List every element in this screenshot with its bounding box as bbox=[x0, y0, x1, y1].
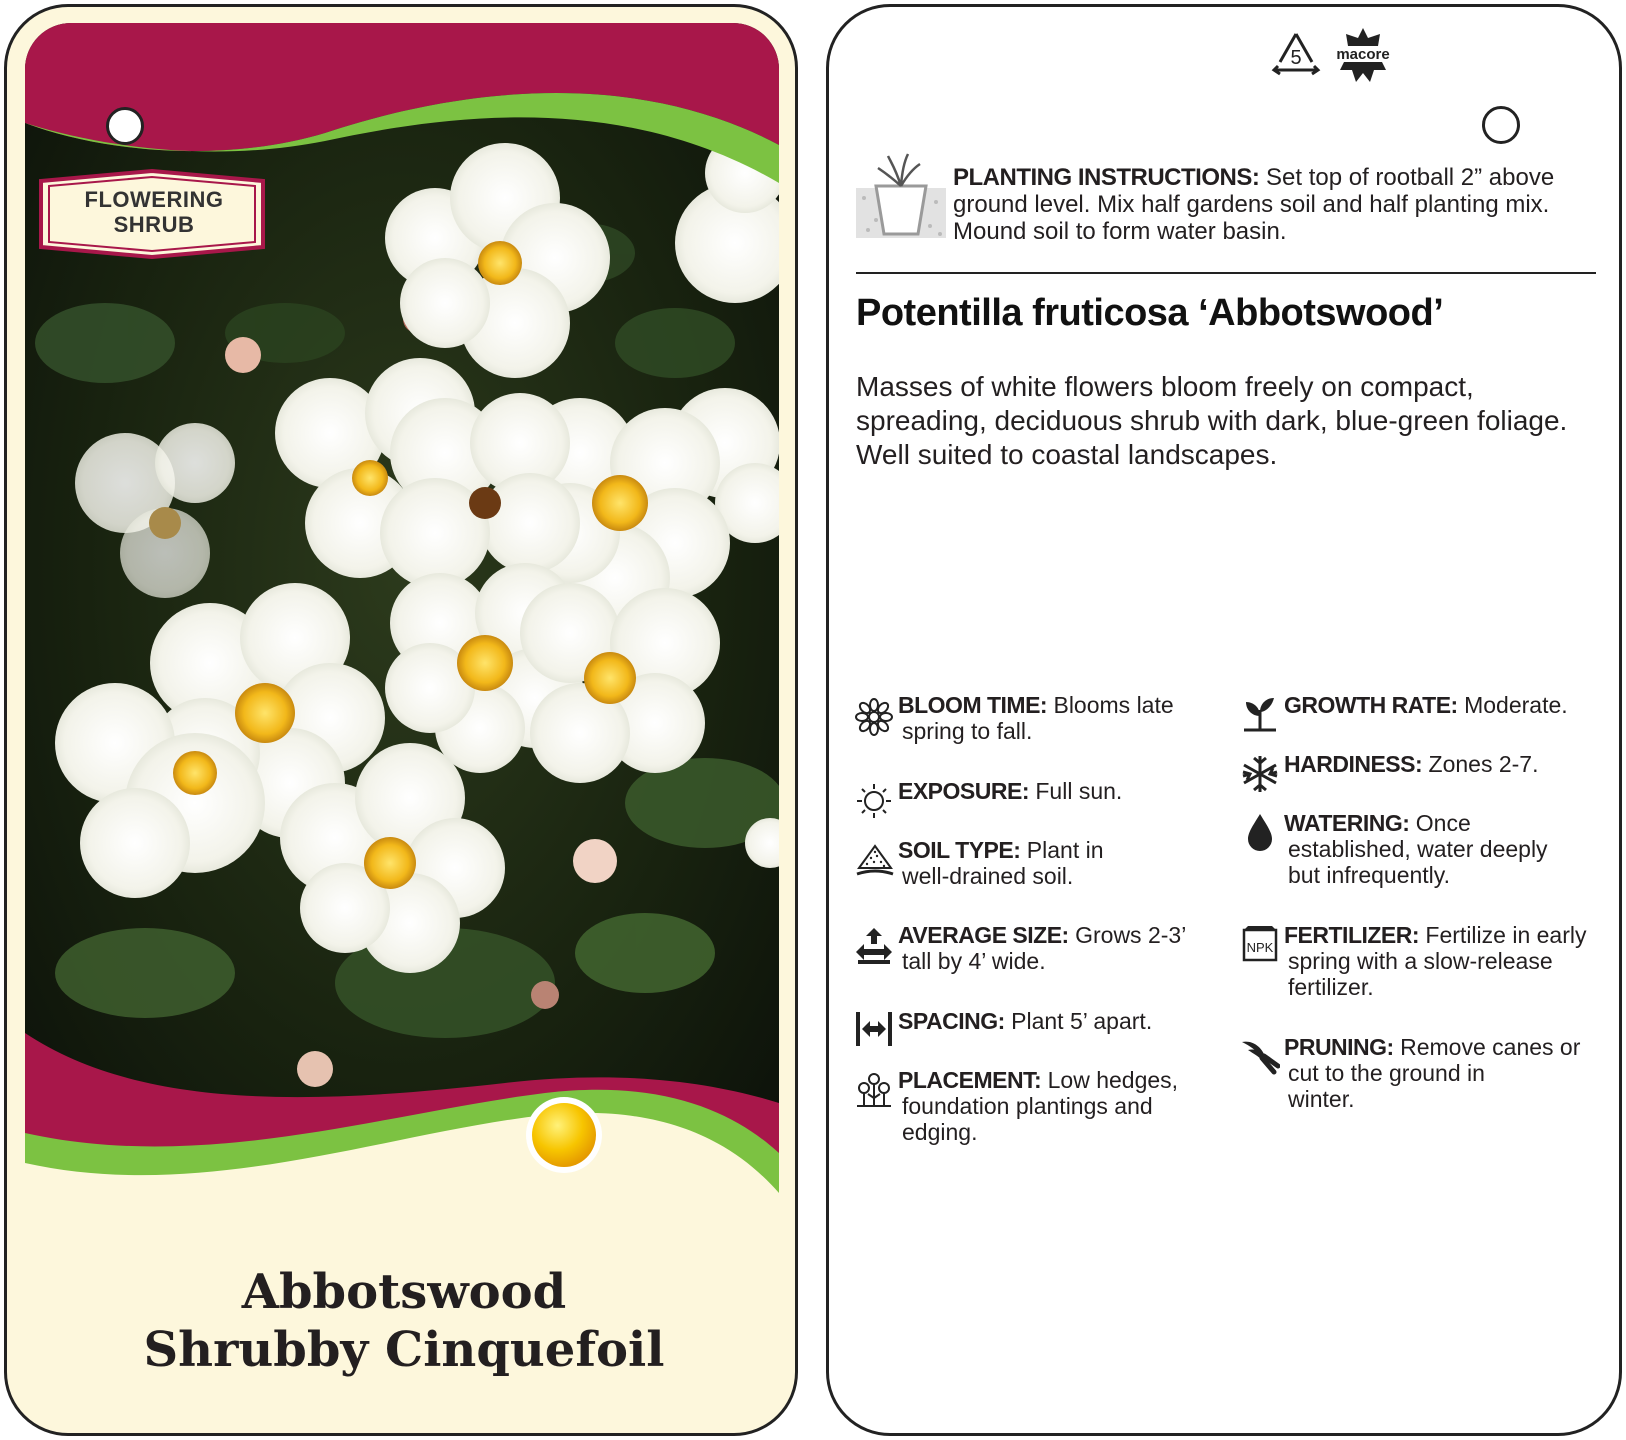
care-growth-rate: GROWTH RATE: Moderate. bbox=[1284, 692, 1568, 718]
recycle-icon bbox=[1270, 30, 1322, 78]
planting-instructions-text: Set top of rootball 2” above ground level. Mix half gardens soil and half planting mix. Mound soil to form water basin. bbox=[953, 164, 1555, 245]
water-drop-icon bbox=[1244, 812, 1276, 852]
hang-hole bbox=[106, 107, 144, 145]
care-placement: PLACEMENT: Low hedges, foundation plantings and edging. bbox=[898, 1067, 1179, 1145]
care-hardiness: HARDINESS: Zones 2-7. bbox=[1284, 751, 1539, 777]
divider bbox=[856, 272, 1596, 274]
sun-icon bbox=[855, 782, 893, 820]
macore-logo bbox=[1328, 26, 1398, 84]
botanical-name: Potentilla fruticosa ‘Abbotswood’ bbox=[856, 292, 1444, 334]
care-pruning: PRUNING: Remove canes or cut to the ground in winter. bbox=[1284, 1034, 1581, 1112]
care-spacing: SPACING: Plant 5’ apart. bbox=[898, 1008, 1153, 1034]
size-icon bbox=[854, 926, 894, 966]
snowflake-icon bbox=[1240, 754, 1280, 794]
front-tag bbox=[4, 4, 798, 1436]
care-watering: WATERING: Once established, water deeply but infrequently. bbox=[1284, 810, 1548, 888]
plant-description: Masses of white flowers bloom freely on compact, spreading, deciduous shrub with dark, blue-green foliage. Well suited to coastal landscapes. bbox=[856, 371, 1568, 470]
category-badge-label: FLOWERING SHRUB bbox=[84, 187, 224, 237]
planting-instructions bbox=[953, 164, 1593, 245]
planting-instructions-label: PLANTING INSTRUCTIONS: bbox=[953, 164, 1260, 191]
care-exposure: EXPOSURE: Full sun. bbox=[898, 778, 1123, 804]
soil-icon bbox=[855, 840, 895, 880]
care-bloom-time: BLOOM TIME: Blooms late spring to fall. bbox=[898, 692, 1174, 744]
flower-icon bbox=[855, 698, 893, 736]
pruners-icon bbox=[1240, 1036, 1280, 1076]
care-fertilizer: FERTILIZER: Fertilize in early spring with a slow-release fertilizer. bbox=[1284, 922, 1587, 1000]
placement-icon bbox=[855, 1070, 893, 1110]
growth-icon bbox=[1240, 694, 1280, 734]
pot-icon bbox=[856, 150, 946, 246]
hang-hole bbox=[1482, 106, 1520, 144]
spacing-icon bbox=[854, 1010, 894, 1048]
npk-icon bbox=[1240, 924, 1280, 964]
npk-label: NPK bbox=[1246, 940, 1274, 955]
brand-text: macore bbox=[1336, 46, 1390, 63]
care-soil-type: SOIL TYPE: Plant in well-drained soil. bbox=[898, 837, 1104, 889]
care-average-size: AVERAGE SIZE: Grows 2-3’ tall by 4’ wide. bbox=[898, 922, 1187, 974]
common-name-title: Abbotswood Shrubby Cinquefoil bbox=[143, 1264, 665, 1378]
bloom-color-dot bbox=[524, 1095, 604, 1175]
recycle-number: 5 bbox=[1290, 47, 1302, 69]
